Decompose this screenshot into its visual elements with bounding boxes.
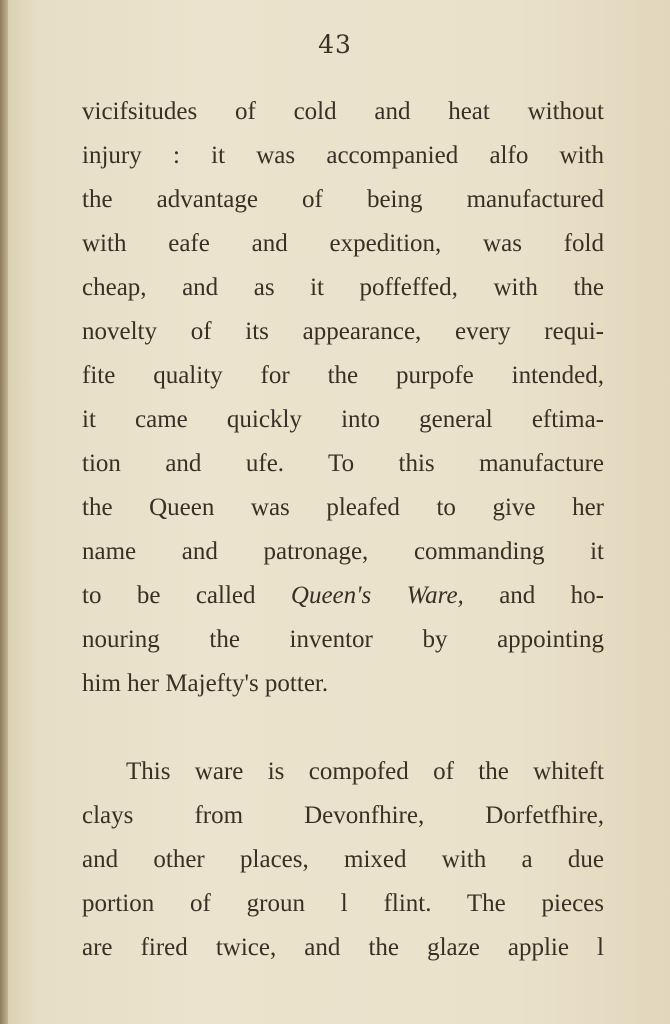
- page-number: 43: [318, 30, 352, 59]
- text-segment: and ho-: [463, 582, 604, 609]
- text-line: This ware is compofed of the whiteft: [126, 758, 604, 785]
- text-line: nouring the inventor by appointing: [82, 626, 604, 653]
- text-line: it came quickly into general eftima-: [82, 406, 604, 433]
- text-line: name and patronage, commanding it: [82, 538, 604, 565]
- text-line: cheap, and as it poffeffed, with the: [82, 274, 604, 301]
- text-line: with eafe and expedition, was fold: [82, 230, 604, 257]
- text-line: and other places, mixed with a due: [82, 846, 604, 873]
- text-segment: to be called: [82, 582, 291, 609]
- paragraph-gap: [82, 706, 604, 750]
- text-line: portion of groun l flint. The pieces: [82, 890, 604, 917]
- text-line: the advantage of being manufactured: [82, 186, 604, 213]
- text-line: vicifsitudes of cold and heat without: [82, 98, 604, 125]
- text-line: him her Majefty's potter.: [82, 670, 329, 697]
- italic-term-queens-ware: Queen's Ware,: [290, 582, 464, 609]
- text-line: clays from Devonfhire, Dorfetfhire,: [82, 802, 604, 829]
- body-text: [82, 90, 604, 970]
- text-line: tion and ufe. To this manufacture: [82, 450, 604, 477]
- text-line: novelty of its appearance, every requi-: [82, 318, 604, 345]
- text-line: are fired twice, and the glaze applie l: [82, 934, 604, 961]
- text-line-with-italic: [82, 574, 604, 618]
- text-line: fite quality for the purpofe intended,: [82, 362, 604, 389]
- book-spine-shadow: [0, 0, 8, 1024]
- text-line: injury : it was accompanied alfo with: [82, 142, 604, 169]
- text-line: the Queen was pleafed to give her: [82, 494, 604, 521]
